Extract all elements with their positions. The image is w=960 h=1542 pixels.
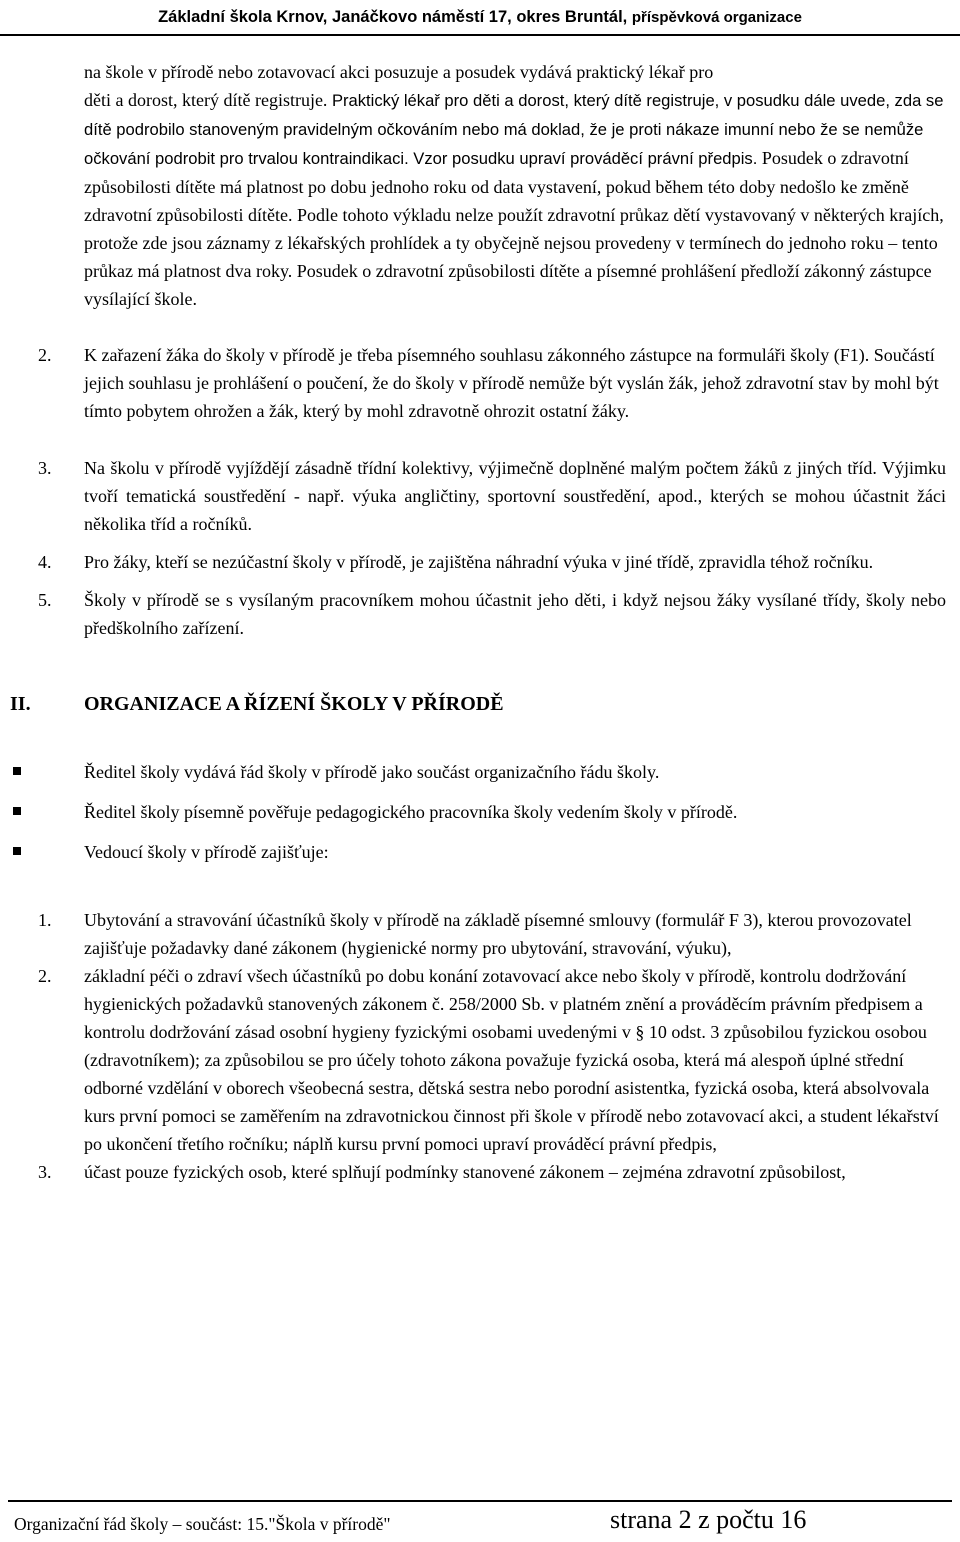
duty-text: účast pouze fyzických osob, které splňují podmínky stanovené zákonem – zejména zdravotní způsobilost, <box>84 1162 846 1182</box>
bullet-item <box>84 798 946 826</box>
intro-line-2: děti a dorost, který dítě registruje. <box>84 90 328 110</box>
list-item-number: 3. <box>38 458 52 478</box>
bullet-item <box>84 838 946 866</box>
square-bullet-icon <box>13 767 21 775</box>
intro-sans-text: Praktický lékař pro děti a dorost, který dítě registruje, v posudku dále uvede, zda se dítě podrobilo stanoveným pravidelným očkováním nebo má doklad, že je proti nákaze imunní nebo že se nemůže očkování podrobit pro trvalou kontraindikaci. Vzor posudku upraví prováděcí právní předpis. <box>84 91 944 168</box>
list-item <box>38 548 946 576</box>
intro-serif-text: Posudek o zdravotní způsobilosti dítěte má platnost po dobu jednoho roku od data vystavení, pokud během této doby nedošlo ke změně zdravotní způsobilosti dítěte. Podle tohoto výkladu nelze použít zdravotní průkaz dětí vystavovaný v některých krajích, protože zde jsou záznamy z lékařských prohlídek a ty obyčejně nejsou provedeny v termínech do jednoho roku – tento průkaz má platnost dva roky. Posudek o zdravotní způsobilosti dítěte a písemné prohlášení předloží zákonný zástupce vysílající škole. <box>84 148 944 309</box>
square-bullet-icon <box>13 847 21 855</box>
list-item-text: Pro žáky, kteří se nezúčastní školy v přírodě, je zajištěna náhradní výuka v jiné třídě, zpravidla téhož ročníku. <box>84 552 874 572</box>
page-footer <box>8 1500 952 1542</box>
list-item-text: K zařazení žáka do školy v přírodě je třeba písemného souhlasu zákonného zástupce na formuláři školy (F1). Součástí jejich souhlasu je prohlášení o poučení, že do školy v přírodě nemůže být vyslán žák, jehož zdravotní stav by mohl být tímto pobytem ohrožen a žák, který by mohl zdravotně ohrozit ostatní žáky. <box>84 345 939 421</box>
duty-text: Ubytování a stravování účastníků školy v přírodě na základě písemné smlouvy (formulář F 3), kterou provozovatel zajišťuje požadavky dané zákonem (hygienické normy pro ubytování, stravování, výuku), <box>84 910 912 958</box>
list-item-text: Na školu v přírodě vyjíždějí zásadně třídní kolektivy, výjimečně doplněné malým počtem žáků z jiných tříd. Výjimku tvoří tematická soustředění - např. výuka angličtiny, sportovní soustředění, apod., kterých se mohou účastnit žáci několika tříd a ročníků. <box>84 458 946 534</box>
intro-paragraph <box>84 58 946 313</box>
list-item <box>38 586 946 642</box>
list-item <box>38 341 946 425</box>
footer-page-number: strana 2 z počtu 16 <box>610 1505 807 1534</box>
bullet-text: Ředitel školy vydává řád školy v přírodě jako součást organizačního řádu školy. <box>84 762 660 782</box>
document-body <box>10 58 946 1186</box>
duty-number: 2. <box>38 966 52 986</box>
duty-number: 1. <box>38 910 52 930</box>
square-bullet-icon <box>13 807 21 815</box>
footer-document-name: Organizační řád školy – součást: 15."Škola v přírodě" <box>14 1514 391 1534</box>
section-title: ORGANIZACE A ŘÍZENÍ ŠKOLY V PŘÍRODĚ <box>84 693 504 715</box>
header-title-small: příspěvková organizace <box>631 9 802 26</box>
duty-number: 3. <box>38 1162 52 1182</box>
duty-item <box>38 962 946 1158</box>
bullet-text: Vedoucí školy v přírodě zajišťuje: <box>84 842 329 862</box>
duty-item <box>38 1158 946 1186</box>
intro-line-1: na škole v přírodě nebo zotavovací akci posuzuje a posudek vydává praktický lékař pro <box>84 62 714 82</box>
bullet-item <box>84 758 946 786</box>
list-item-number: 5. <box>38 590 52 610</box>
duty-text: základní péči o zdraví všech účastníků po dobu konání zotavovací akce nebo školy v přírodě, kontrolu dodržování hygienických požadavků stanovených zákonem č. 258/2000 Sb. v platném znění a prováděcím právním předpisem a kontrolu dodržování zásad osobní hygieny fyzickými osobami uvedenými v § 10 odst. 3 způsobilou fyzickou osobou (zdravotníkem); za způsobilou se pro účely tohoto zákona považuje fyzická osoba, která má alespoň úplné střední odborné vzdělání v oborech všeobecná sestra, dětská sestra nebo porodní asistentka, fyzická osoba, která absolvovala kurs první pomoci se zaměřením na zdravotnickou činnost při škole v přírodě nebo zotavovací akci, a student lékařství po ukončení třetího ročníku; náplň kursu první pomoci upraví prováděcí právní předpis, <box>84 966 939 1154</box>
duty-item <box>38 906 946 962</box>
section-heading <box>10 690 946 718</box>
list-item-text: Školy v přírodě se s vysílaným pracovníkem mohou účastnit jeho děti, i když nejsou žáky vysílané třídy, školy nebo předškolního zařízení. <box>84 590 946 638</box>
bullet-text: Ředitel školy písemně pověřuje pedagogického pracovníka školy vedením školy v přírodě. <box>84 802 738 822</box>
list-item-number: 4. <box>38 552 52 572</box>
list-item <box>38 454 946 538</box>
page-header <box>0 0 960 36</box>
list-item-number: 2. <box>38 345 52 365</box>
section-number: II. <box>10 693 31 715</box>
header-title: Základní škola Krnov, Janáčkovo náměstí 17, okres Bruntál, <box>158 8 628 26</box>
